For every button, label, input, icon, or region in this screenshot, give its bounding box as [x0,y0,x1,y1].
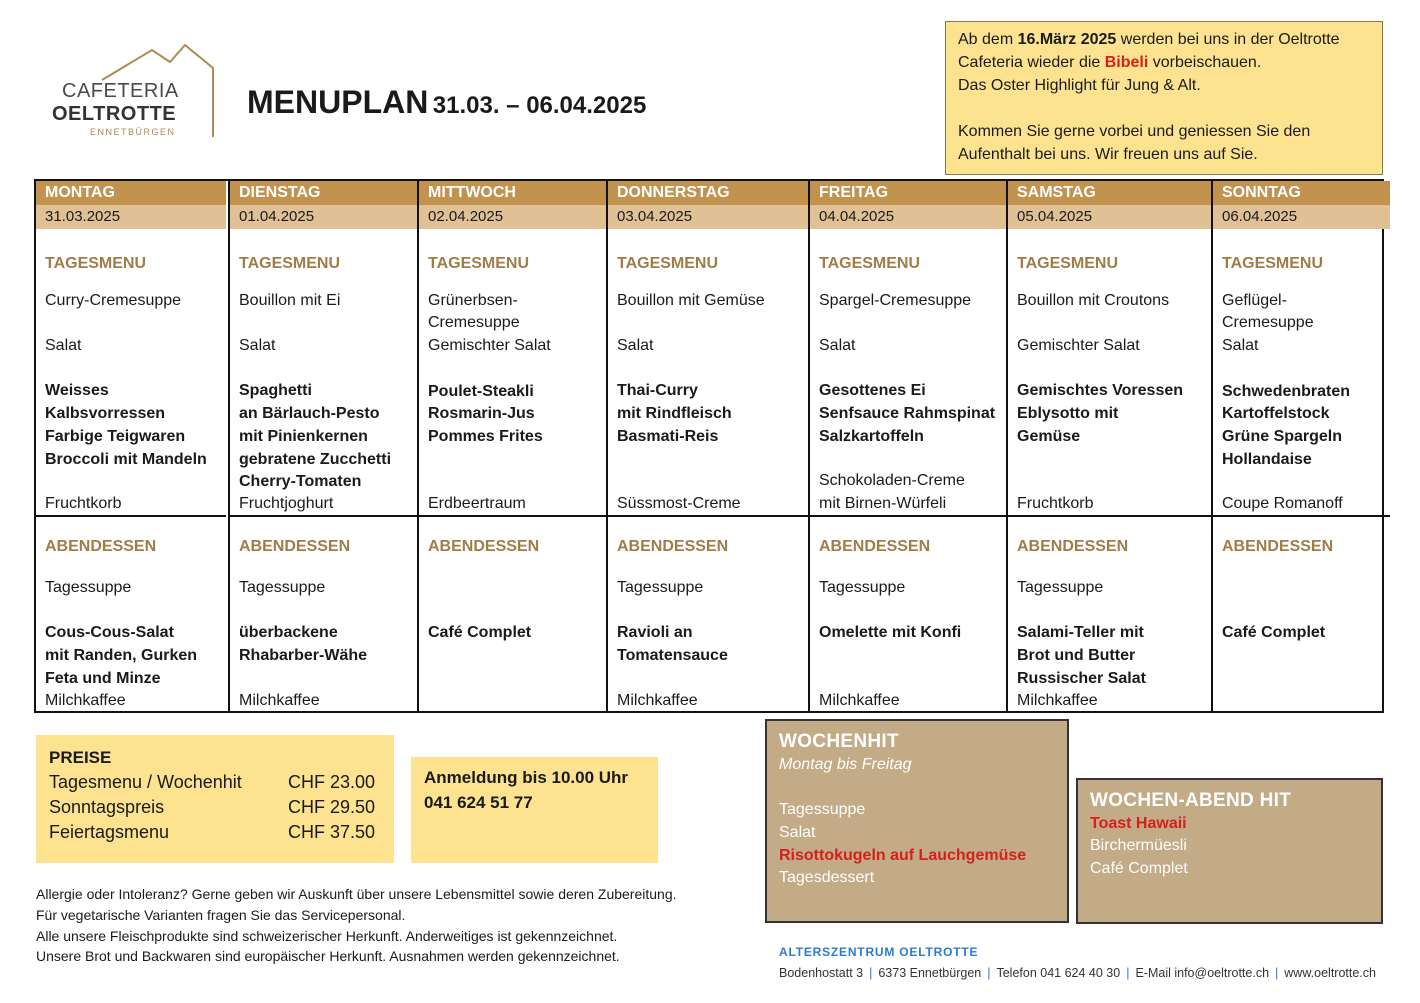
dinner-soup: Tagessuppe [239,578,326,596]
dinner-main-line: mit Randen, Gurken [45,646,198,664]
day-column [1006,181,1211,711]
dinner-soup: Tagessuppe [1017,578,1104,596]
dinner-label: ABENDESSEN [1017,538,1129,555]
day-name: SAMSTAG [1008,181,1211,205]
dinner-main-line: Salami-Teller mit [1017,624,1144,642]
notice-text: werden bei uns in der Oeltrotte Cafeteria wieder die [958,31,1340,71]
day-column [417,181,606,711]
lunch-label: TAGESMENU [617,255,719,272]
lunch-salad: Salat [819,337,856,355]
logo-line-1: CAFETERIA [62,80,179,102]
lunch-salad: Salat [239,337,276,355]
lunch-main-line: Cherry-Tomaten [239,473,362,491]
lunch-dessert: Erdbeertraum [428,495,526,512]
lunch-main-line: mit Rindfleisch [617,405,732,423]
prices-heading: PREISE [49,748,112,767]
day-name: FREITAG [810,181,1006,205]
title-dates: 31.03. – 06.04.2025 [432,92,647,119]
registration-deadline: Anmeldung bis 10.00 Uhr [424,768,629,787]
day-date: 04.04.2025 [810,205,1006,229]
lunch-main-line: Senfsauce Rahmspinat [819,405,996,423]
dinner-label: ABENDESSEN [1222,538,1334,555]
dinner-drink: Milchkaffee [617,692,698,709]
dinner-main-line: Feta und Minze [45,669,161,687]
lunch-salad: Gemischter Salat [428,337,551,355]
lunch-section [428,253,602,449]
price-label: Sonntagspreis [49,797,165,817]
price-row [49,770,381,795]
notice-date: 16.März 2025 [1017,31,1117,48]
day-date: 01.04.2025 [230,205,417,229]
lunch-main-line: Rosmarin-Jus [428,405,535,423]
lunch-main-line: Basmati-Reis [617,427,719,445]
lunch-section [1222,253,1386,471]
lunch-label: TAGESMENU [45,255,147,272]
lunch-salad: Salat [617,337,654,355]
logo-line-2: OELTROTTE [52,103,177,125]
menu-grid [34,179,1384,713]
day-name: MONTAG [36,181,226,205]
disclaimer-line: Unsere Brot und Backwaren sind europäischer Herkunft. Ausnahmen werden gekennzeichnet. [36,948,620,965]
footer-website[interactable]: www.oeltrotte.ch [1284,966,1376,980]
dinner-label: ABENDESSEN [45,538,157,555]
dinner-main-line: Brot und Butter [1017,646,1136,664]
dinner-main-line: Cous-Cous-Salat [45,624,174,642]
dinner-main-line: Café Complet [428,624,532,642]
dinner-soup [1222,577,1386,600]
wochenhit-item: Tagessuppe [779,801,866,819]
dinner-section [428,536,602,645]
registration-box [411,757,658,863]
dinner-soup [428,577,602,600]
lunch-label: TAGESMENU [1222,255,1324,272]
lunch-main-line: Broccoli mit Mandeln [45,450,207,468]
notice-paragraph-1 [958,28,1370,97]
prices-box [36,735,394,863]
day-name: DIENSTAG [230,181,417,205]
wochenhit-item: Tagesdessert [779,869,875,887]
day-name: SONNTAG [1213,181,1390,205]
lunch-dessert: Schokoladen-Creme mit Birnen-Würfeli [819,472,965,512]
notice-highlight: Bibeli [1104,54,1149,71]
lunch-main-line: Eblysotto mit [1017,405,1119,423]
dinner-main-line: Café Complet [1222,624,1326,642]
lunch-label: TAGESMENU [1017,255,1119,272]
lunch-label: TAGESMENU [819,255,921,272]
lunch-soup: Curry-Cremesuppe [45,291,182,309]
dinner-drink: Milchkaffee [45,692,126,709]
notice-text: Ab dem [958,31,1018,48]
lunch-main-line: Grüne Spargeln [1222,427,1343,445]
lunch-dessert: Coupe Romanoff [1222,495,1343,512]
lunch-main-line: Gemüse [1017,427,1081,445]
allergy-disclaimer [36,884,677,967]
disclaimer-line: Alle unsere Fleischprodukte sind schweizerischer Herkunft. Anderweitiges ist gekennzeichnet. [36,927,618,944]
lunch-soup: Grünerbsen- Cremesuppe [428,291,520,332]
registration-phone: 041 624 51 77 [424,793,533,812]
logo-line-3: ENNETBÜRGEN [90,127,176,137]
day-column [1211,181,1390,711]
lunch-soup: Spargel-Cremesuppe [819,291,972,309]
dinner-main-line: Russischer Salat [1017,669,1146,687]
lunch-main-line: Kartoffelstock [1222,405,1330,423]
day-name: MITTWOCH [419,181,606,205]
dinner-drink: Milchkaffee [239,692,320,709]
day-date: 06.04.2025 [1213,205,1390,229]
price-row [49,795,381,820]
easter-notice [945,21,1383,175]
abendhit-box [1076,778,1383,924]
day-column [228,181,417,711]
footer-contact: Bodenhostatt 3 | 6373 Ennetbürgen | Telefon 041 624 40 30 | E-Mail info@oeltrotte.ch | www.oeltrotte.ch [779,966,1376,980]
day-date: 31.03.2025 [36,205,226,229]
dinner-drink: Milchkaffee [819,692,900,709]
lunch-main-line: Weisses [45,382,109,400]
footer-email[interactable]: E-Mail info@oeltrotte.ch [1135,966,1270,980]
lunch-section [1017,253,1207,449]
footer-address: Bodenhostatt 3 [779,966,864,980]
dinner-soup: Tagessuppe [819,578,906,596]
dinner-section [239,536,413,668]
day-column [606,181,808,711]
disclaimer-line: Für vegetarische Varianten fragen Sie das Servicepersonal. [36,906,406,923]
dinner-label: ABENDESSEN [617,538,729,555]
lunch-section [819,253,1002,449]
cafeteria-logo [50,40,220,140]
dinner-section [819,536,1002,645]
price-row [49,820,381,845]
dinner-section [45,536,222,690]
notice-paragraph-2: Kommen Sie gerne vorbei und geniessen Sie den Aufenthalt bei uns. Wir freuen uns auf Sie. [958,123,1311,163]
price-value: CHF 29.50 [288,797,376,817]
dinner-section [617,536,804,668]
lunch-main-line: Hollandaise [1222,450,1312,468]
wochenhit-heading: WOCHENHIT [779,731,899,752]
lunch-main-line: mit Pinienkernen [239,427,368,445]
lunch-main-line: Farbige Teigwaren [45,427,186,445]
lunch-main-line: Poulet-Steakli [428,382,534,400]
lunch-dessert: Fruchtkorb [1017,495,1094,512]
dinner-label: ABENDESSEN [428,538,540,555]
notice-text: vorbeischauen. [1148,54,1262,71]
title-main: MENUPLAN [247,84,429,120]
lunch-salad: Gemischter Salat [1017,337,1140,355]
wochenhit-box [765,719,1069,923]
dinner-main-line: Omelette mit Konfi [819,624,962,642]
price-label: Tagesmenu / Wochenhit [49,772,242,792]
dinner-main-line: überbackene [239,624,338,642]
dinner-soup: Tagessuppe [617,578,704,596]
lunch-dessert: Süssmost-Creme [617,495,741,512]
lunch-soup: Geflügel- Cremesuppe [1222,291,1314,332]
lunch-salad: Salat [1222,337,1259,355]
lunch-main-line: Pommes Frites [428,427,543,445]
price-value: CHF 23.00 [288,772,376,792]
lunch-main-line: Schwedenbraten [1222,382,1351,400]
day-column [36,181,226,711]
dinner-soup: Tagessuppe [45,578,132,596]
abendhit-heading: WOCHEN-ABEND HIT [1090,790,1292,811]
lunch-dessert: Fruchtjoghurt [239,495,334,512]
lunch-soup: Bouillon mit Croutons [1017,291,1170,309]
lunch-main-line: Gemischtes Voressen [1017,382,1184,400]
day-date: 03.04.2025 [608,205,808,229]
day-column [808,181,1006,711]
lunch-soup: Bouillon mit Ei [239,291,341,309]
lunch-main-line: Kalbsvorressen [45,405,166,423]
price-value: CHF 37.50 [288,822,376,842]
day-date: 02.04.2025 [419,205,606,229]
price-label: Feiertagsmenu [49,822,170,842]
footer-org: ALTERSZENTRUM OELTROTTE [779,945,979,959]
dinner-section [1017,536,1207,690]
disclaimer-line: Allergie oder Intoleranz? Gerne geben wir Auskunft über unsere Lebensmittel sowie deren Zubereitung. [36,886,677,902]
wochenhit-subtitle: Montag bis Freitag [779,755,912,773]
lunch-section [45,253,222,471]
wochenhit-item: Salat [779,823,816,841]
page-title [247,84,646,121]
lunch-dessert: Fruchtkorb [45,495,122,512]
lunch-salad: Salat [45,337,82,355]
abendhit-item: Café Complet [1090,860,1188,878]
wochenhit-item-highlight: Risottokugeln auf Lauchgemüse [779,846,1027,864]
lunch-main-line: Salzkartoffeln [819,427,924,445]
dinner-drink: Milchkaffee [1017,692,1098,709]
dinner-section [1222,536,1386,645]
lunch-soup: Bouillon mit Gemüse [617,291,765,309]
lunch-section [239,253,413,494]
day-name: DONNERSTAG [608,181,808,205]
footer-phone: Telefon 041 624 40 30 [996,966,1121,980]
lunch-section [617,253,804,449]
dinner-label: ABENDESSEN [239,538,351,555]
lunch-main-line: Thai-Curry [617,382,698,400]
dinner-main-line: Tomatensauce [617,646,728,664]
lunch-label: TAGESMENU [428,255,530,272]
dinner-main-line: Rhabarber-Wähe [239,646,368,664]
lunch-main-line: Gesottenes Ei [819,382,926,400]
day-date: 05.04.2025 [1008,205,1211,229]
dinner-main-line: Ravioli an [617,624,693,642]
lunch-label: TAGESMENU [239,255,341,272]
abendhit-item: Birchermüesli [1090,837,1187,855]
notice-text: Das Oster Highlight für Jung & Alt. [958,77,1201,94]
lunch-main-line: an Bärlauch-Pesto [239,405,380,423]
lunch-main-line: Spaghetti [239,382,312,400]
lunch-main-line: gebratene Zucchetti [239,450,392,468]
footer-city: 6373 Ennetbürgen [878,966,982,980]
dinner-label: ABENDESSEN [819,538,931,555]
abendhit-item-highlight: Toast Hawaii [1090,814,1187,832]
